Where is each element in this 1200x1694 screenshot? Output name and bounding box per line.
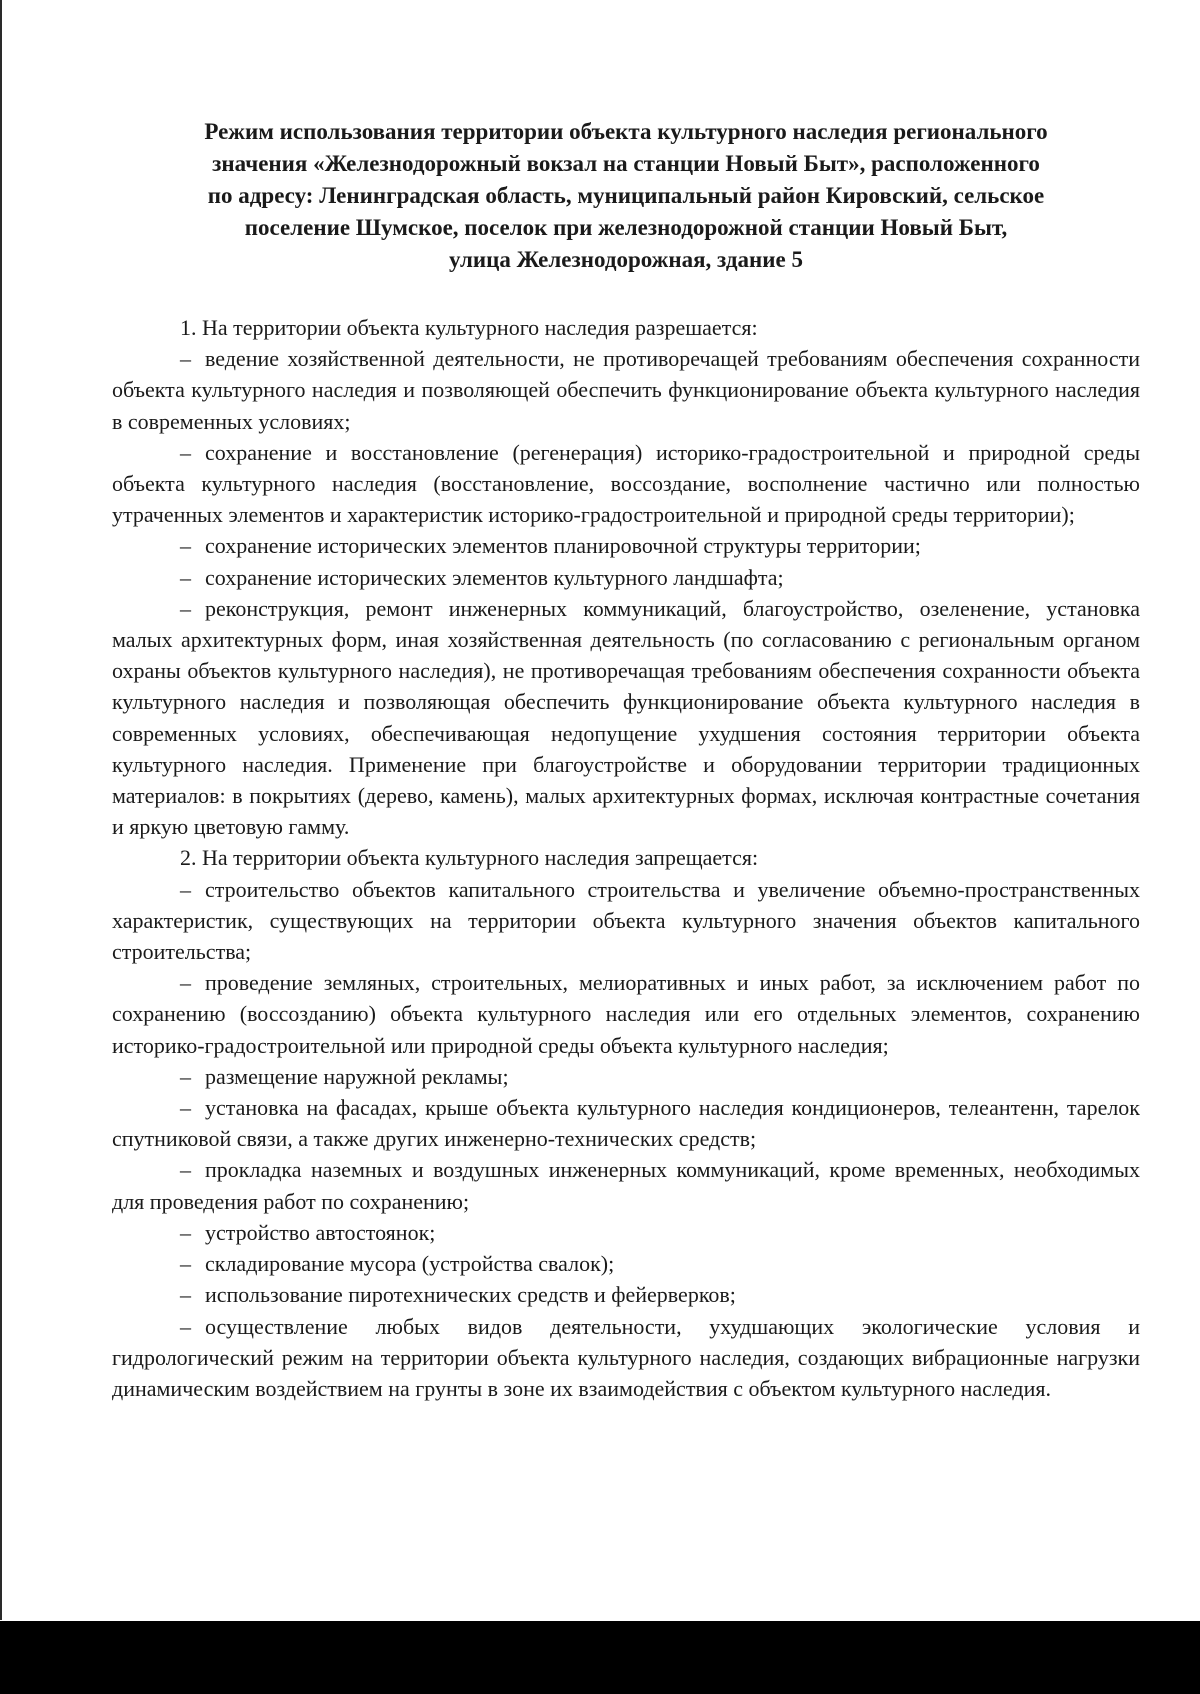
- prohibited-item: [112, 874, 1140, 968]
- dash-marker: –: [180, 439, 191, 465]
- document-page: [112, 116, 1140, 1404]
- prohibited-item-text: устройство автостоянок;: [205, 1219, 436, 1245]
- section-2-heading: 2. На территории объекта культурного наследия запрещается:: [180, 845, 759, 871]
- dash-marker: –: [180, 1313, 191, 1339]
- prohibited-item-text: складирование мусора (устройства свалок);: [205, 1251, 615, 1277]
- dash-marker: –: [180, 1157, 191, 1183]
- dash-marker: –: [180, 1219, 191, 1245]
- prohibited-item-text: проведение земляных, строительных, мелиоративных и иных работ, за исключением работ по сохранению (воссозданию) объекта культурного наследия или его отдельных элементов, сохранению историко-градостроительной или природной среды объекта культурного наследия;: [112, 970, 1140, 1058]
- prohibited-item: [112, 1061, 1140, 1092]
- dash-marker: –: [180, 564, 191, 590]
- title-line-5: улица Железнодорожная, здание 5: [449, 247, 803, 272]
- title-line-3: по адресу: Ленинградская область, муниципальный район Кировский, сельское: [207, 183, 1045, 208]
- section-1-heading: 1. На территории объекта культурного наследия разрешается:: [180, 315, 758, 340]
- document-body: [112, 312, 1140, 1404]
- prohibited-item: [112, 1248, 1140, 1279]
- dash-marker: –: [180, 1251, 191, 1277]
- dash-marker: –: [180, 1063, 191, 1089]
- permitted-item-text: сохранение исторических элементов планировочной структуры территории;: [205, 533, 921, 559]
- scan-bottom-bar: [0, 1621, 1200, 1694]
- dash-marker: –: [180, 1282, 191, 1308]
- prohibited-item: [112, 1154, 1140, 1216]
- permitted-item-text: сохранение исторических элементов культурного ландшафта;: [205, 564, 784, 590]
- title-line-1: Режим использования территории объекта культурного наследия регионального: [204, 119, 1048, 144]
- dash-marker: –: [180, 970, 191, 996]
- permitted-item-text: ведение хозяйственной деятельности, не противоречащей требованиям обеспечения сохранности объекта культурного наследия и позволяющей обеспечить функционирование объекта культурного наследия в современных условиях;: [112, 346, 1140, 434]
- permitted-item: [112, 593, 1140, 843]
- dash-marker: –: [180, 533, 191, 559]
- prohibited-item: [112, 1311, 1140, 1405]
- prohibited-item: [112, 1279, 1140, 1310]
- prohibited-item-text: размещение наружной рекламы;: [205, 1063, 509, 1089]
- permitted-item: [112, 530, 1140, 561]
- dash-marker: –: [180, 1095, 191, 1121]
- prohibited-item: [112, 1092, 1140, 1154]
- permitted-item: [112, 562, 1140, 593]
- dash-marker: –: [180, 595, 191, 621]
- prohibited-item-text: прокладка наземных и воздушных инженерных коммуникаций, кроме временных, необходимых для проведения работ по сохранению;: [112, 1157, 1140, 1214]
- prohibited-item-text: установка на фасадах, крыше объекта культурного наследия кондиционеров, телеантенн, тарелок спутниковой связи, а также других инженерно-технических средств;: [112, 1095, 1140, 1152]
- prohibited-item-text: использование пиротехнических средств и фейерверков;: [205, 1282, 736, 1308]
- prohibited-item-text: строительство объектов капитального строительства и увеличение объемно-пространственных характеристик, существующих на территории объекта культурного значения объектов капитального строительства;: [112, 876, 1140, 965]
- scan-left-edge: [0, 0, 2, 1620]
- permitted-item-text: реконструкция, ремонт инженерных коммуникаций, благоустройство, озеленение, установка малых архитектурных форм, иная хозяйственная деятельность (по согласованию с региональным органом охраны объектов культурного наследия), не противоречащая требованиям обеспечения сохранности объекта культурного наследия и позволяющая обеспечить функционирование объекта культурного наследия в современных условиях, обеспечивающая недопущение ухудшения состояния территории объекта культурного наследия. Применение при благоустройстве и оборудовании территории традиционных материалов: в покрытиях (дерево, камень), малых архитектурных формах, исключая контрастные сочетания и яркую цветовую гамму.: [112, 595, 1140, 840]
- permitted-item: [112, 437, 1140, 531]
- prohibited-item: [112, 967, 1140, 1061]
- permitted-item: [112, 343, 1140, 437]
- dash-marker: –: [180, 346, 191, 372]
- permitted-item-text: сохранение и восстановление (регенерация) историко-градостроительной и природной среды объекта культурного наследия (восстановление, воссоздание, восполнение частично или полностью утраченных элементов и характеристик историко-градостроительной и природной среды территории);: [112, 439, 1140, 528]
- document-title: [112, 116, 1140, 276]
- dash-marker: –: [180, 876, 191, 902]
- prohibited-item-text: осуществление любых видов деятельности, ухудшающих экологические условия и гидрологический режим на территории объекта культурного наследия, создающих вибрационные нагрузки динамическим воздействием на грунты в зоне их взаимодействия с объектом культурного наследия.: [112, 1313, 1140, 1401]
- title-line-2: значения «Железнодорожный вокзал на станции Новый Быт», расположенного: [212, 151, 1040, 176]
- title-line-4: поселение Шумское, поселок при железнодорожной станции Новый Быт,: [244, 215, 1008, 240]
- prohibited-item: [112, 1217, 1140, 1248]
